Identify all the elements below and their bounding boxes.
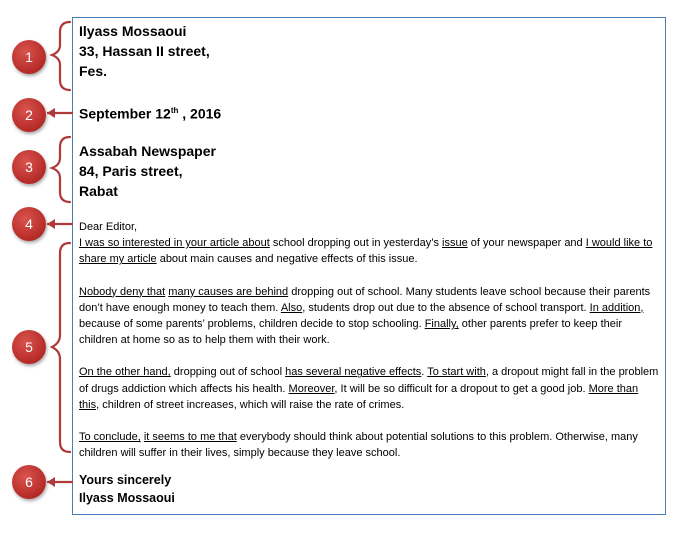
sender-name: Ilyass Mossaoui — [79, 23, 187, 39]
marker-4: 4 — [12, 207, 46, 241]
recipient-name: Assabah Newspaper — [79, 143, 216, 159]
marker-1: 1 — [12, 40, 46, 74]
sender-address — [79, 21, 210, 81]
letter-body — [79, 219, 659, 461]
paragraph-intro: I was so interested in your article about school dropping out in yesterday’s issue of your newspaper and I would like to share my article about main causes and negative effects of this issue. — [79, 237, 653, 266]
paragraph-causes: Nobody deny that many causes are behind dropping out of school. Many students leave school because their parents don’t have enough money to teach them. Also, students drop out due to the absence of school transport. In addition, because of some parents’ problems, children decide to stop schooling. Finally, other parents prefer to keep their children at home so as to help them with their work. — [79, 285, 651, 347]
closing-line: Yours sincerely — [79, 473, 172, 487]
bracket-1 — [52, 22, 70, 90]
letter-closing — [79, 471, 175, 507]
marker-5: 5 — [12, 330, 46, 364]
marker-3: 3 — [12, 150, 46, 184]
marker-2: 2 — [12, 98, 46, 132]
recipient-city: Rabat — [79, 183, 118, 199]
letter-date — [79, 101, 221, 124]
sender-city: Fes. — [79, 63, 108, 79]
date-sup: th — [170, 106, 179, 115]
salutation: Dear Editor, — [79, 221, 138, 233]
date-prefix: September 12 — [79, 105, 171, 122]
date-suffix: , 2016 — [178, 105, 222, 122]
sender-street: 33, Hassan II street, — [79, 43, 210, 59]
signature-name: Ilyass Mossaoui — [79, 491, 175, 505]
paragraph-effects: On the other hand, dropping out of school has several negative effects. To start with, a dropout might fall in the problem of drugs addiction which affects his health. Moreover, It will be so difficult for a dropout to get a good job. More than this, children of street increases, which will raise the rate of crimes. — [79, 366, 659, 411]
arrow-4-head — [47, 219, 55, 229]
paragraph-conclusion: To conclude, it seems to me that everybody should think about potential solutions to this problem. Otherwise, many children will suffer in their lives, simply because they leave school. — [79, 431, 638, 460]
bracket-3 — [52, 137, 70, 202]
arrow-6-head — [47, 477, 55, 487]
marker-6: 6 — [12, 465, 46, 499]
arrow-2-head — [47, 108, 55, 118]
recipient-address — [79, 141, 216, 201]
recipient-street: 84, Paris street, — [79, 163, 183, 179]
bracket-5 — [52, 243, 70, 452]
